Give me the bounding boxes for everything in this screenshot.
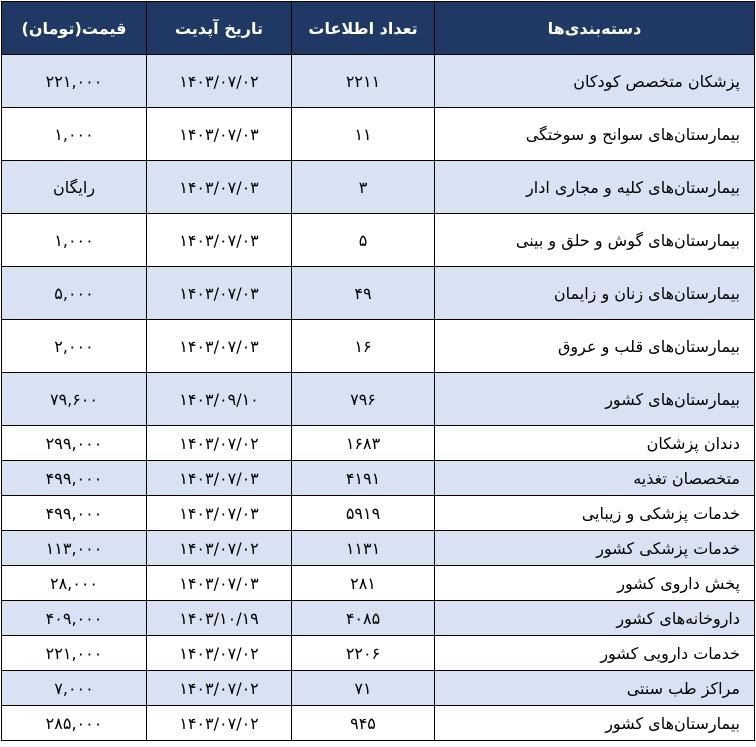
cell-date: ۱۴۰۳/۰۷/۰۳ xyxy=(147,161,292,214)
cell-category: بیمارستان‌های کشور xyxy=(435,706,755,741)
cell-count: ۱۶ xyxy=(292,320,435,373)
cell-price: ۱,۰۰۰ xyxy=(2,214,147,267)
cell-category: بیمارستان‌های کشور xyxy=(435,373,755,426)
cell-count: ۱۱ xyxy=(292,108,435,161)
table-row xyxy=(2,531,755,566)
cell-category: خدمات دارویی کشور xyxy=(435,636,755,671)
cell-count: ۵ xyxy=(292,214,435,267)
cell-category: پزشکان متخصص کودکان xyxy=(435,55,755,108)
cell-count: ۷۹۶ xyxy=(292,373,435,426)
cell-count: ۴۹ xyxy=(292,267,435,320)
table-body xyxy=(2,55,755,741)
cell-price: ۲,۰۰۰ xyxy=(2,320,147,373)
cell-price: ۷۹,۶۰۰ xyxy=(2,373,147,426)
cell-price: ۲۲۱,۰۰۰ xyxy=(2,636,147,671)
table-row xyxy=(2,636,755,671)
table-row xyxy=(2,566,755,601)
cell-date: ۱۴۰۳/۰۹/۱۰ xyxy=(147,373,292,426)
cell-price: ۷,۰۰۰ xyxy=(2,671,147,706)
cell-category: بیمارستان‌های گوش و حلق و بینی xyxy=(435,214,755,267)
cell-price: ۲۹۹,۰۰۰ xyxy=(2,426,147,461)
table-row xyxy=(2,161,755,214)
price-table-container xyxy=(1,1,754,741)
cell-date: ۱۴۰۳/۰۷/۰۲ xyxy=(147,636,292,671)
cell-price: ۱۱۳,۰۰۰ xyxy=(2,531,147,566)
cell-category: بیمارستان‌های زنان و زایمان xyxy=(435,267,755,320)
cell-date: ۱۴۰۳/۰۷/۰۲ xyxy=(147,671,292,706)
table-row xyxy=(2,320,755,373)
table-row xyxy=(2,461,755,496)
cell-price: ۴۹۹,۰۰۰ xyxy=(2,461,147,496)
cell-count: ۹۴۵ xyxy=(292,706,435,741)
cell-category: پخش داروی کشور xyxy=(435,566,755,601)
table-header xyxy=(2,2,755,55)
table-row xyxy=(2,671,755,706)
cell-count: ۲۲۰۶ xyxy=(292,636,435,671)
cell-count: ۲۸۱ xyxy=(292,566,435,601)
cell-date: ۱۴۰۳/۰۷/۰۲ xyxy=(147,706,292,741)
cell-price: ۴۰۹,۰۰۰ xyxy=(2,601,147,636)
cell-category: مراکز طب سنتی xyxy=(435,671,755,706)
cell-date: ۱۴۰۳/۰۷/۰۳ xyxy=(147,496,292,531)
cell-category: خدمات پزشکی کشور xyxy=(435,531,755,566)
cell-date: ۱۴۰۳/۰۷/۰۲ xyxy=(147,426,292,461)
cell-date: ۱۴۰۳/۰۷/۰۲ xyxy=(147,531,292,566)
cell-price: ۲۲۱,۰۰۰ xyxy=(2,55,147,108)
cell-price: ۲۸۵,۰۰۰ xyxy=(2,706,147,741)
cell-count: ۲۲۱۱ xyxy=(292,55,435,108)
cell-date: ۱۴۰۳/۰۷/۰۲ xyxy=(147,55,292,108)
header-category: دسته‌بندی‌ها xyxy=(435,2,755,55)
header-price: قیمت(تومان) xyxy=(2,2,147,55)
table-row xyxy=(2,108,755,161)
cell-category: بیمارستان‌های کلیه و مجاری ادار xyxy=(435,161,755,214)
table-row xyxy=(2,496,755,531)
cell-date: ۱۴۰۳/۰۷/۰۳ xyxy=(147,108,292,161)
cell-price: رایگان xyxy=(2,161,147,214)
cell-count: ۱۶۸۳ xyxy=(292,426,435,461)
cell-price: ۵,۰۰۰ xyxy=(2,267,147,320)
cell-category: دندان پزشکان xyxy=(435,426,755,461)
cell-count: ۱۱۳۱ xyxy=(292,531,435,566)
cell-count: ۴۱۹۱ xyxy=(292,461,435,496)
cell-category: متخصصان تغذیه xyxy=(435,461,755,496)
cell-price: ۴۹۹,۰۰۰ xyxy=(2,496,147,531)
cell-count: ۳ xyxy=(292,161,435,214)
table-row xyxy=(2,55,755,108)
cell-count: ۵۹۱۹ xyxy=(292,496,435,531)
cell-category: بیمارستان‌های قلب و عروق xyxy=(435,320,755,373)
table-row xyxy=(2,426,755,461)
header-count: تعداد اطلاعات xyxy=(292,2,435,55)
cell-date: ۱۴۰۳/۰۷/۰۳ xyxy=(147,267,292,320)
table-row xyxy=(2,267,755,320)
header-row xyxy=(2,2,755,55)
cell-date: ۱۴۰۳/۰۷/۰۳ xyxy=(147,461,292,496)
table-row xyxy=(2,214,755,267)
cell-date: ۱۴۰۳/۰۷/۰۳ xyxy=(147,566,292,601)
cell-category: داروخانه‌های کشور xyxy=(435,601,755,636)
table-row xyxy=(2,706,755,741)
cell-count: ۴۰۸۵ xyxy=(292,601,435,636)
cell-category: خدمات پزشکی و زیبایی xyxy=(435,496,755,531)
cell-date: ۱۴۰۳/۰۷/۰۳ xyxy=(147,320,292,373)
table-row xyxy=(2,601,755,636)
cell-price: ۱,۰۰۰ xyxy=(2,108,147,161)
table-row xyxy=(2,373,755,426)
cell-count: ۷۱ xyxy=(292,671,435,706)
price-table xyxy=(1,1,755,741)
cell-date: ۱۴۰۳/۰۷/۰۳ xyxy=(147,214,292,267)
cell-category: بیمارستان‌های سوانح و سوختگی xyxy=(435,108,755,161)
header-date: تاریخ آپدیت xyxy=(147,2,292,55)
cell-price: ۲۸,۰۰۰ xyxy=(2,566,147,601)
cell-date: ۱۴۰۳/۱۰/۱۹ xyxy=(147,601,292,636)
